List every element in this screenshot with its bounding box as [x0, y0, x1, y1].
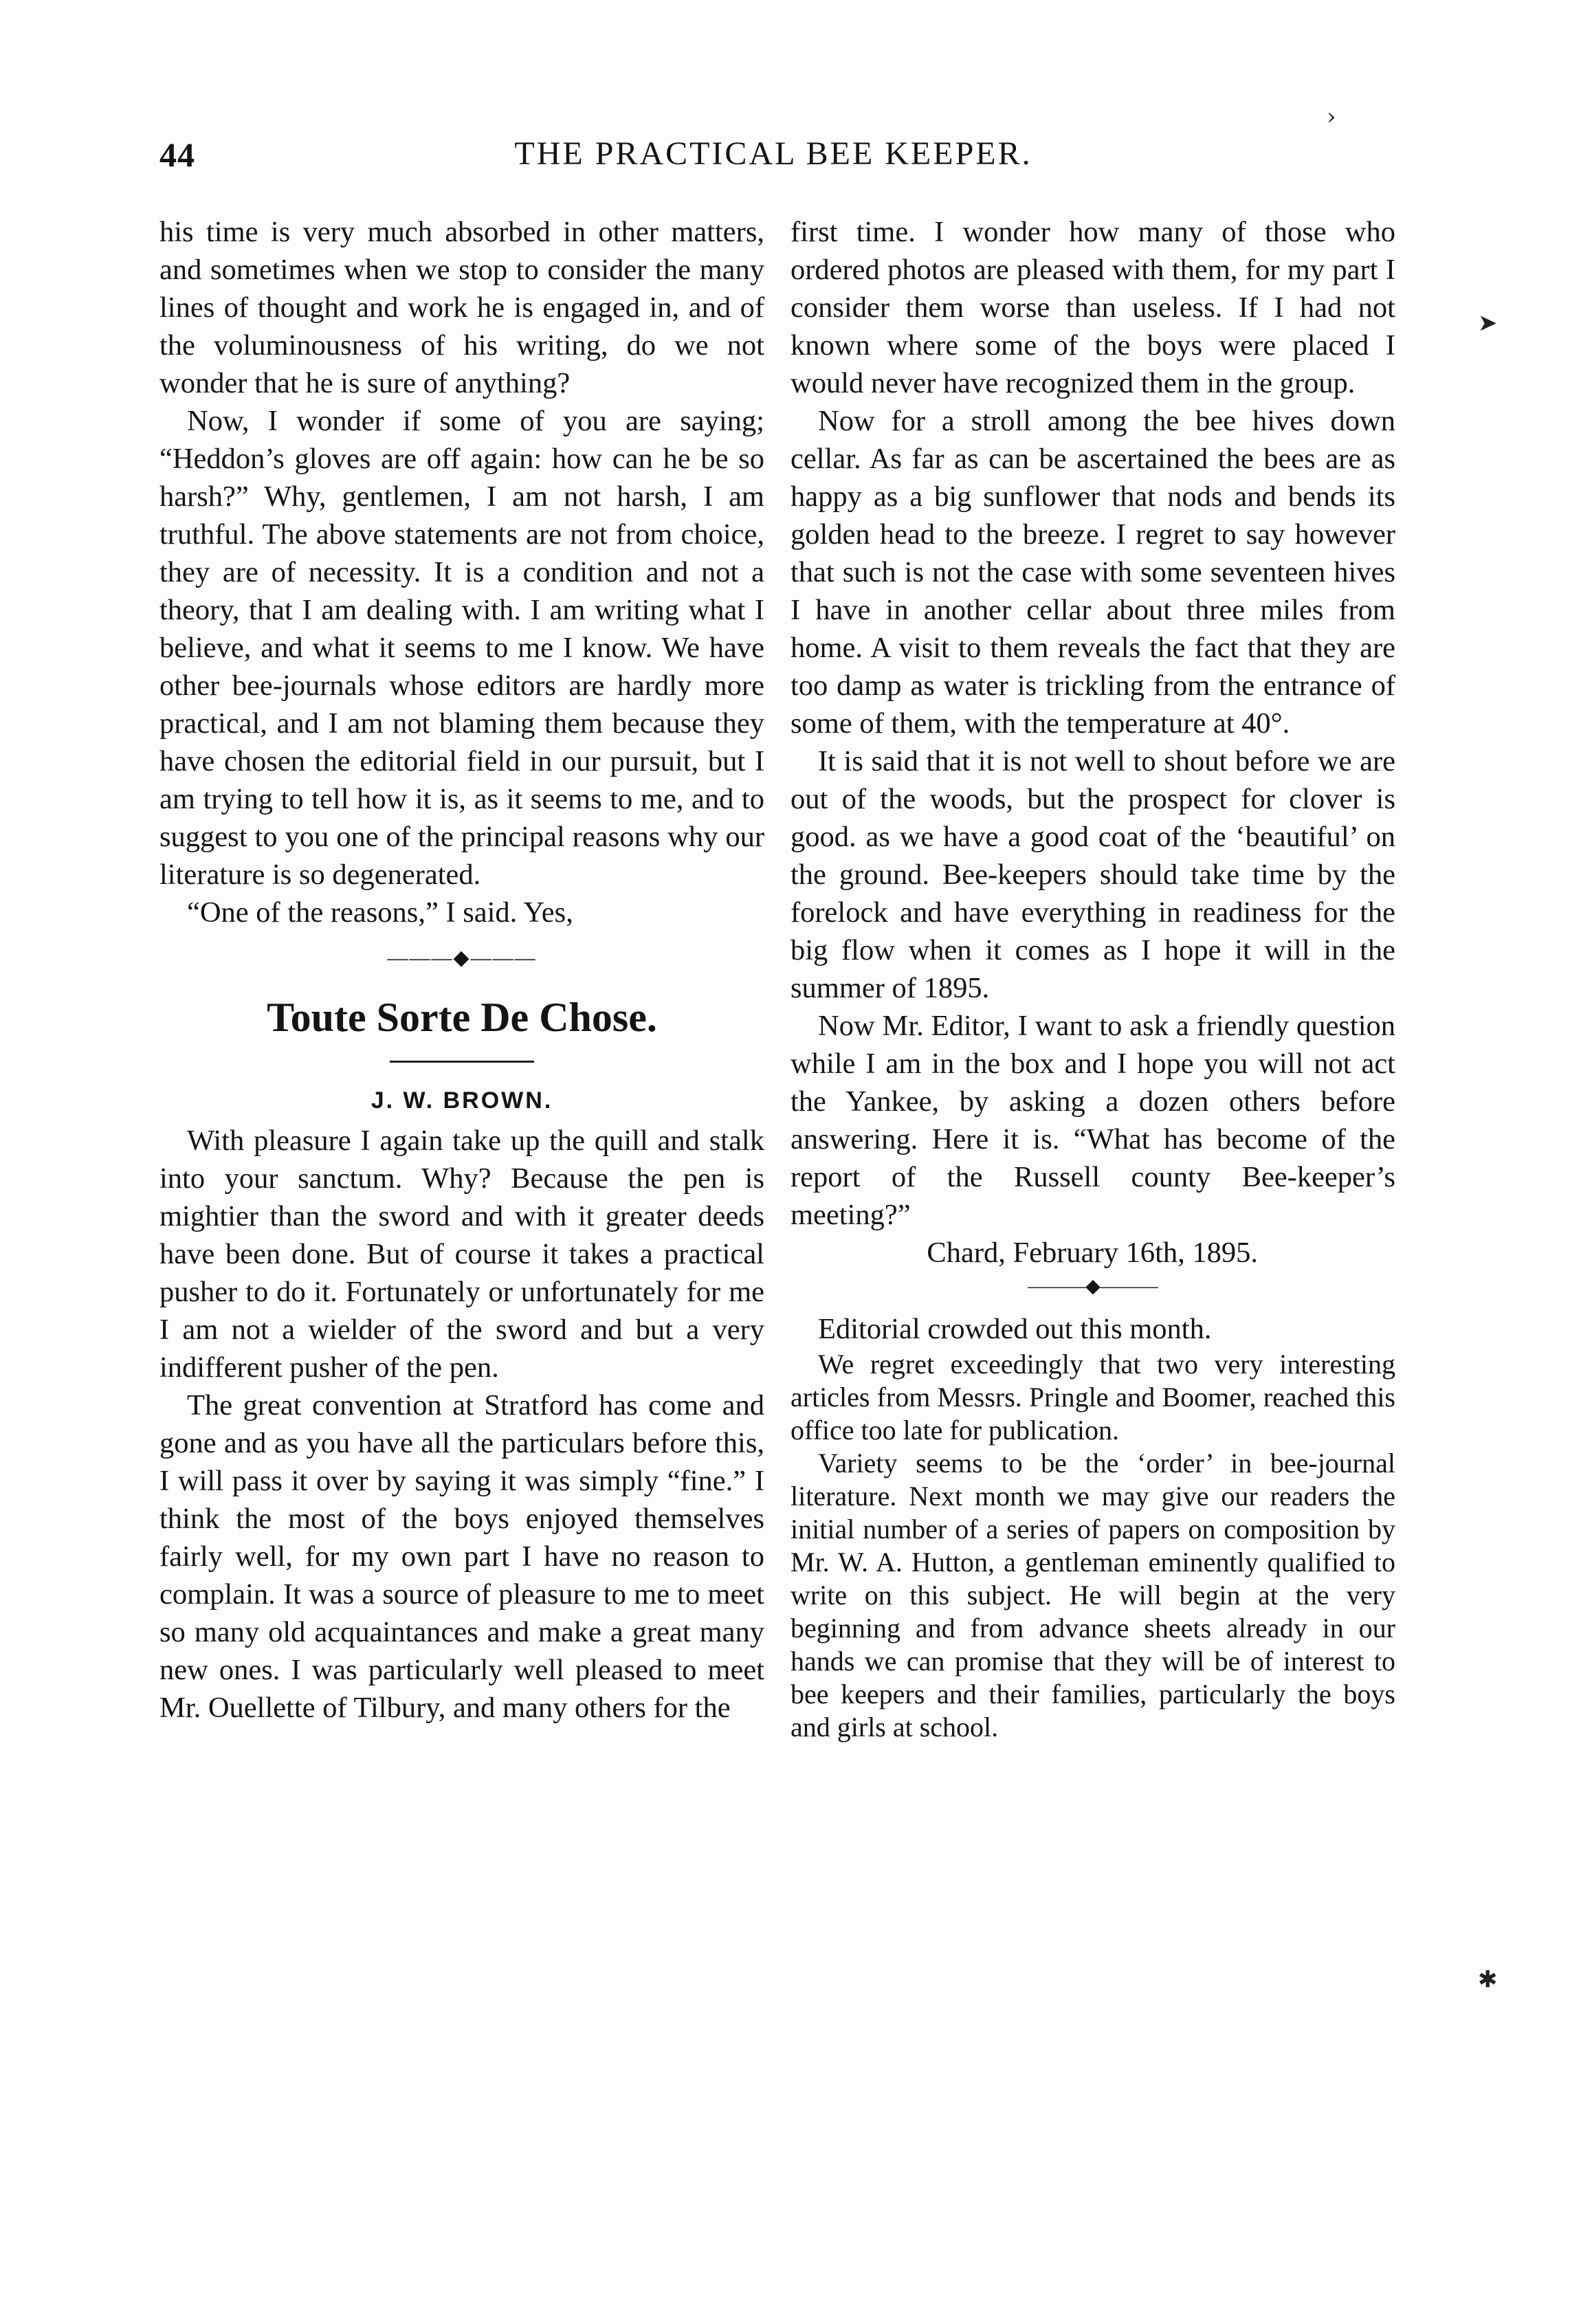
letter-signature: Chard, February 16th, 1895. — [927, 1237, 1258, 1269]
editorial-note: Editorial crowded out this month. — [818, 1313, 1212, 1345]
running-title: THE PRACTICAL BEE KEEPER. — [514, 135, 1032, 172]
right-paragraph-3: It is said that it is not well to shout before we are out of the woods, but the prospect for clover is good. as we have a good coat of the ‘beautiful’ on the ground. Bee-keepers should take time by the forelock and have everything in readiness for the big flow when it comes as I hope it will in the summer of 1895. — [791, 745, 1395, 1004]
margin-speck-icon: › — [1327, 103, 1336, 131]
page-number: 44 — [159, 135, 195, 174]
left-paragraph-5: The great convention at Stratford has come and gone and as you have all the particulars before this, I will pass it over by saying it was simply “fine.” I think the most of the boys enjoyed themselves fairly well, for my own part I have no reason to complain. It was a source of pleasure to me to meet so many old acquaintances and make a great many new ones. I was particularly well pleased to meet Mr. Ouellette of Tilbury, and many others for the — [159, 1389, 764, 1724]
page-header — [159, 135, 1387, 190]
margin-blot-icon: ✱ — [1478, 1966, 1498, 1993]
article-title: Toute Sorte De Chose. — [267, 995, 657, 1040]
title-rule — [390, 1061, 534, 1063]
left-paragraph-1: his time is very much absorbed in other matters, and sometimes when we stop to consider the many lines of thought and work he is engaged in, and of the voluminousness of his writing, do we not wonder that he is sure of anything? — [159, 216, 764, 399]
editorial-divider-ornament: ———◆——— — [1028, 1276, 1158, 1297]
left-paragraph-4: With pleasure I again take up the quill and stalk into your sanctum. Why? Because the pen is mightier than the sword and with it greater deeds have been done. But of course it takes a practical pusher to do it. Fortunately or unfortunately for me I am not a wielder of the sword and but a very indifferent pusher of the pen. — [159, 1125, 764, 1384]
section-divider-ornament: ———◆——— — [387, 947, 537, 969]
left-paragraph-2: Now, I wonder if some of you are saying; “Heddon’s gloves are off again: how can he be so harsh?” Why, gentlemen, I am not harsh, I am truthful. The above statements are not from choice, they are of necessity. It is a condition and not a theory, that I am dealing with. I am writing what I believe, and what it seems to me I know. We have other bee-journals whose editors are hardly more practical, and I am not blaming them because they have chosen the editorial field in our pursuit, but I am trying to tell how it is, as it seems to me, and to suggest to you one of the principal reasons why our literature is so degenerated. — [159, 405, 764, 891]
right-paragraph-5: We regret exceedingly that two very interesting articles from Messrs. Pringle and Boomer, reached this office too late for publication. — [791, 1349, 1395, 1446]
right-paragraph-2: Now for a stroll among the bee hives down cellar. As far as can be ascertained the bees are as happy as a big sunflower that nods and bends its golden head to the breeze. I regret to say however that such is not the case with some seventeen hives I have in another cellar about three miles from home. A visit to them reveals the fact that they are too damp as water is trickling from the entrance of some of them, with the temperature at 40°. — [791, 405, 1395, 740]
margin-arrow-icon: ➤ — [1478, 309, 1498, 337]
right-paragraph-1: first time. I wonder how many of those who ordered photos are pleased with them, for my part I consider them worse than useless. If I had not known where some of the boys were placed I would never have recognized them in the group. — [791, 216, 1395, 399]
right-paragraph-4: Now Mr. Editor, I want to ask a friendly question while I am in the box and I hope you will not act the Yankee, by asking a dozen others before answering. Here it is. “What has become of the report of the Russell county Bee-keeper’s meeting?” — [791, 1010, 1395, 1231]
left-column — [159, 213, 764, 1727]
byline: J. W. BROWN. — [371, 1087, 553, 1114]
left-paragraph-3: “One of the reasons,” I said. Yes, — [187, 896, 573, 929]
right-paragraph-6: Variety seems to be the ‘order’ in bee-journal literature. Next month we may give our readers the initial number of a series of papers on composition by Mr. W. A. Hutton, a gentleman eminently qualified to write on this subject. He will begin at the very beginning and from advance sheets already in our hands we can promise that they will be of interest to bee keepers and their families, particularly the boys and girls at school. — [791, 1448, 1395, 1742]
right-column — [791, 213, 1395, 1744]
